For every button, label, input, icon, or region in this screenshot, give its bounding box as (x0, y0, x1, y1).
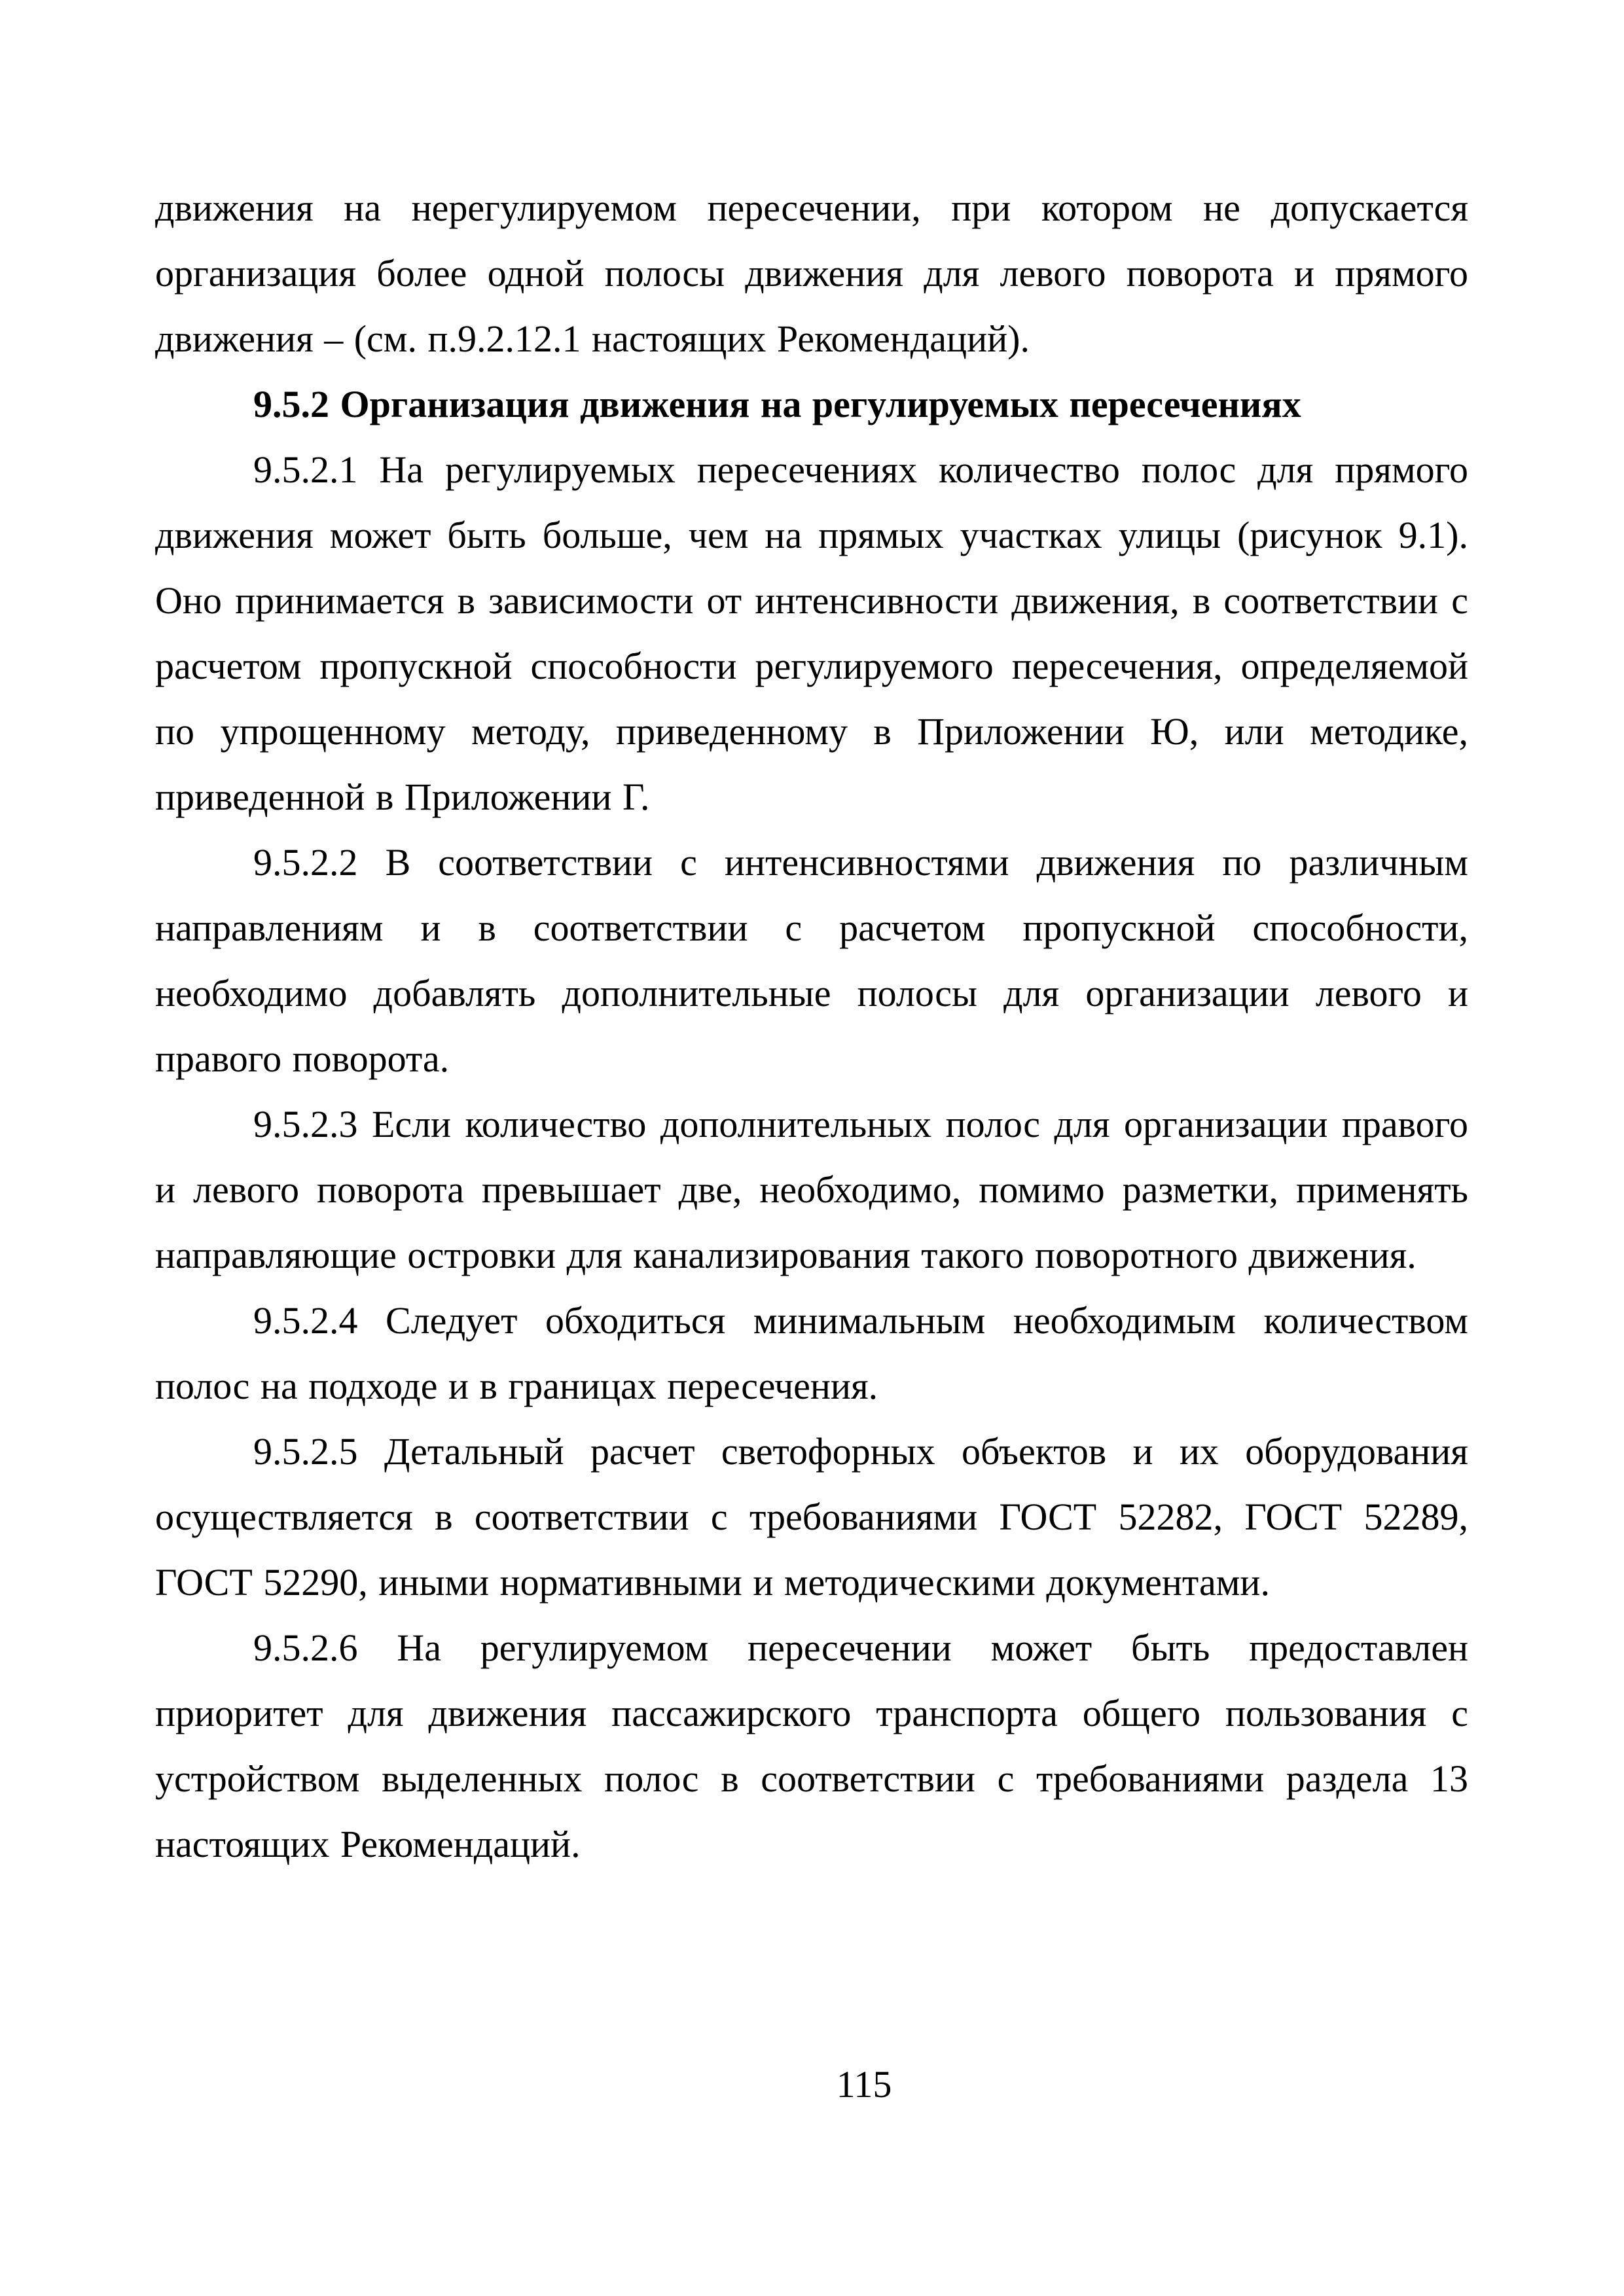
paragraph-9521: 9.5.2.1 На регулируемых пересечениях количество полос для прямого движения может быть больше, чем на прямых участках улицы (рисунок 9.1). Оно принимается в зависимости от интенсивности движения, в соответствии с расчетом пропускной способности регулируемого пересечения, определяемой по упрощенному методу, приведенному в Приложении Ю, или методике, приведенной в Приложении Г. (155, 448, 1468, 818)
paragraph-9522: 9.5.2.2 В соответствии с интенсивностями движения по различным направлениям и в соответствии с расчетом пропускной способности, необходимо добавлять дополнительные полосы для организации левого и правого поворота. (155, 841, 1468, 1080)
paragraph-9524: 9.5.2.4 Следует обходиться минимальным необходимым количеством полос на подходе и в границах пересечения. (155, 1299, 1468, 1407)
paragraph-9525: 9.5.2.5 Детальный расчет светофорных объектов и их оборудования осуществляется в соответствии с требованиями ГОСТ 52282, ГОСТ 52289, ГОСТ 52290, иными нормативными и методическими документами. (155, 1430, 1468, 1604)
paragraph-9523: 9.5.2.3 Если количество дополнительных полос для организации правого и левого поворота превышает две, необходимо, помимо разметки, применять направляющие островки для канализирования такого поворотного движения. (155, 1103, 1468, 1276)
section-heading: 9.5.2 Организация движения на регулируемых пересечениях (253, 383, 1301, 425)
continuation-paragraph: движения на нерегулируемом пересечении, при котором не допускается организация более одной полосы движения для левого поворота и прямого движения – (см. п.9.2.12.1 настоящих Рекомендаций). (155, 187, 1468, 360)
page-number: 115 (836, 2063, 892, 2106)
document-text-block (155, 175, 1468, 1877)
paragraph-9526: 9.5.2.6 На регулируемом пересечении может быть предоставлен приоритет для движения пассажирского транспорта общего пользования с устройством выделенных полос в соответствии с требованиями раздела 13 настоящих Рекомендаций. (155, 1626, 1468, 1865)
